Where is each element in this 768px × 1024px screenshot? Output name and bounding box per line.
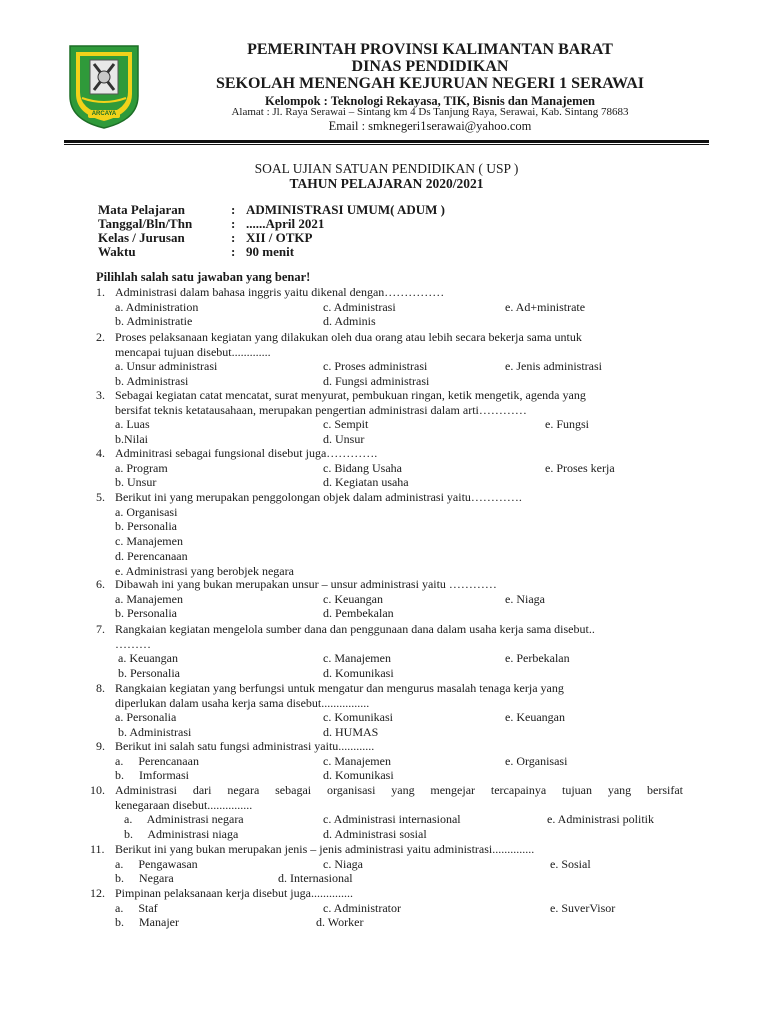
option-c: c. Manajemen	[323, 651, 391, 666]
question-number: 3.	[96, 388, 105, 402]
option-e: e. SuverVisor	[550, 900, 616, 915]
option-d: d. Unsur	[323, 432, 365, 447]
question-text: mencapai tujuan disebut.............	[115, 344, 271, 359]
option-a: a. Luas	[115, 417, 150, 432]
header-address: Alamat : Jl. Raya Serawai – Sintang km 4 Ds Tanjung Raya, Serawai, Kab. Sintang 78683	[231, 106, 629, 118]
question-text: Administrasi dalam bahasa inggris yaitu dikenal dengan……………	[115, 285, 445, 299]
option-a: a. Organisasi	[115, 504, 178, 519]
question-text: ………	[115, 636, 151, 651]
question-number: 6.	[96, 577, 105, 591]
option-e: e. Perbekalan	[505, 651, 570, 666]
header-school-name: SEKOLAH MENENGAH KEJURUAN NEGERI 1 SERAWAI	[215, 75, 645, 92]
option-e: e. Proses kerja	[545, 460, 615, 475]
option-c: c. Niaga	[323, 856, 363, 871]
option-c: c. Proses administrasi	[323, 359, 428, 374]
option-a: a. Administrasi negara	[115, 812, 244, 827]
question-number: 4.	[96, 446, 105, 460]
option-e: e. Jenis administrasi	[505, 359, 602, 374]
question-text: Berikut ini yang bukan merupakan jenis – jenis administrasi yaitu administrasi..............	[115, 842, 535, 856]
option-c: c. Administrasi	[323, 299, 396, 314]
option-e: e. Fungsi	[545, 417, 590, 432]
question-text: Berikut ini salah satu fungsi administrasi yaitu............	[115, 739, 375, 753]
question-number: 2.	[96, 330, 105, 344]
option-d: d. HUMAS	[323, 725, 379, 740]
question-text: Rangkaian kegiatan yang berfungsi untuk mengatur dan mengurus masalah tenaga kerja yang	[115, 681, 564, 695]
option-a: a. Unsur administrasi	[115, 359, 218, 374]
option-c: c. Manajemen	[115, 534, 183, 549]
question-text: bersifat teknis ketatausahaan, merupakan pengertian administrasi dalam arti…………	[115, 402, 527, 417]
option-e: e. Administrasi politik	[547, 812, 654, 827]
question-number: 8.	[96, 681, 105, 695]
exam-year: TAHUN PELAJARAN 2020/2021	[289, 176, 484, 191]
option-e: e. Organisasi	[505, 753, 568, 768]
option-a: a. Perencanaan	[115, 753, 199, 768]
option-d: d. Pembekalan	[323, 606, 394, 621]
option-d: d. Komunikasi	[323, 666, 394, 681]
option-c: c. Bidang Usaha	[323, 460, 402, 475]
option-d: d. Fungsi administrasi	[323, 374, 430, 389]
option-a: a. Program	[115, 460, 168, 475]
option-a: a. Manajemen	[115, 591, 183, 606]
option-e: e. Ad+ministrate	[505, 299, 586, 314]
option-b: b. Manajer	[115, 915, 179, 930]
option-d: d. Perencanaan	[115, 548, 188, 563]
header-email: Email : smknegeri1serawai@yahoo.com	[328, 119, 532, 133]
header-group: Kelompok : Teknologi Rekayasa, TIK, Bisnis dan Manajemen	[264, 94, 596, 108]
question-number: 9.	[96, 739, 105, 753]
option-c: c. Administrasi internasional	[323, 812, 461, 827]
option-a: a. Pengawasan	[115, 856, 198, 871]
option-b: b. Administratie	[115, 314, 193, 329]
question-number: 11.	[90, 842, 105, 856]
option-d: d. Worker	[316, 915, 364, 930]
option-e: e. Sosial	[550, 856, 591, 871]
question-text: Sebagai kegiatan catat mencatat, surat menyurat, pembukuan ringan, ketik mengetik, agenda yang	[115, 388, 586, 402]
option-b: b. Negara	[115, 871, 174, 886]
option-e: e. Administrasi yang berobjek negara	[115, 563, 294, 578]
question-text: diperlukan dalam usaha kerja sama disebut................	[115, 695, 370, 710]
option-a: a. Administration	[115, 299, 199, 314]
question-number: 10.	[90, 783, 105, 797]
question-text: Berikut ini yang merupakan penggolongan objek dalam administrasi yaitu………….	[115, 490, 522, 504]
option-b: b. Personalia	[115, 519, 177, 534]
option-c: c. Administrator	[323, 900, 401, 915]
option-a: a. Keuangan	[115, 651, 178, 666]
option-b: b. Administrasi	[115, 374, 189, 389]
option-a: a. Staf	[115, 900, 158, 915]
option-b: b.Nilai	[115, 432, 148, 447]
option-c: c. Komunikasi	[323, 710, 393, 725]
option-c: c. Sempit	[323, 417, 369, 432]
question-text: Proses pelaksanaan kegiatan yang dilakukan oleh dua orang atau lebih secara bekerja sama untuk	[115, 330, 582, 344]
question-text: Administrasi dari negara sebagai organisasi yang mengejar tercapainya tujuan yang bersifat	[115, 783, 683, 797]
question-text: Adminitrasi sebagai fungsional disebut juga………….	[115, 446, 378, 460]
option-d: d. Kegiatan usaha	[323, 475, 409, 490]
option-c: c. Manajemen	[323, 753, 391, 768]
header-government: PEMERINTAH PROVINSI KALIMANTAN BARAT	[247, 41, 613, 58]
option-c: c. Keuangan	[323, 591, 383, 606]
logo-text: ARCAYA	[91, 111, 117, 117]
header-department: DINAS PENDIDIKAN	[351, 58, 509, 75]
option-b: b. Personalia	[115, 666, 180, 681]
option-b: b. Administrasi niaga	[115, 827, 239, 842]
question-text: Rangkaian kegiatan mengelola sumber dana dan penggunaan dana dalam usaha kerja sama disebut..	[115, 622, 595, 636]
question-number: 7.	[96, 622, 105, 636]
option-d: d. Adminis	[323, 314, 376, 329]
option-d: d. Internasional	[278, 871, 353, 886]
option-e: e. Keuangan	[505, 710, 565, 725]
option-b: b. Unsur	[115, 475, 157, 490]
question-text: Pimpinan pelaksanaan kerja disebut juga..............	[115, 886, 353, 900]
question-number: 5.	[96, 490, 105, 504]
option-a: a. Personalia	[115, 710, 177, 725]
option-b: b. Personalia	[115, 606, 177, 621]
option-b: b. Imformasi	[115, 768, 189, 783]
question-number: 1.	[96, 285, 105, 299]
option-d: d. Komunikasi	[323, 768, 394, 783]
option-d: d. Administrasi sosial	[323, 827, 427, 842]
question-text: Dibawah ini yang bukan merupakan unsur – unsur administrasi yaitu …………	[115, 577, 497, 591]
option-e: e. Niaga	[505, 591, 545, 606]
exam-title: SOAL UJIAN SATUAN PENDIDIKAN ( USP )	[254, 161, 519, 176]
instruction: Pilihlah salah satu jawaban yang benar!	[96, 270, 311, 284]
question-text: kenegaraan disebut...............	[115, 797, 253, 812]
question-number: 12.	[90, 886, 105, 900]
option-b: b. Administrasi	[115, 725, 192, 740]
